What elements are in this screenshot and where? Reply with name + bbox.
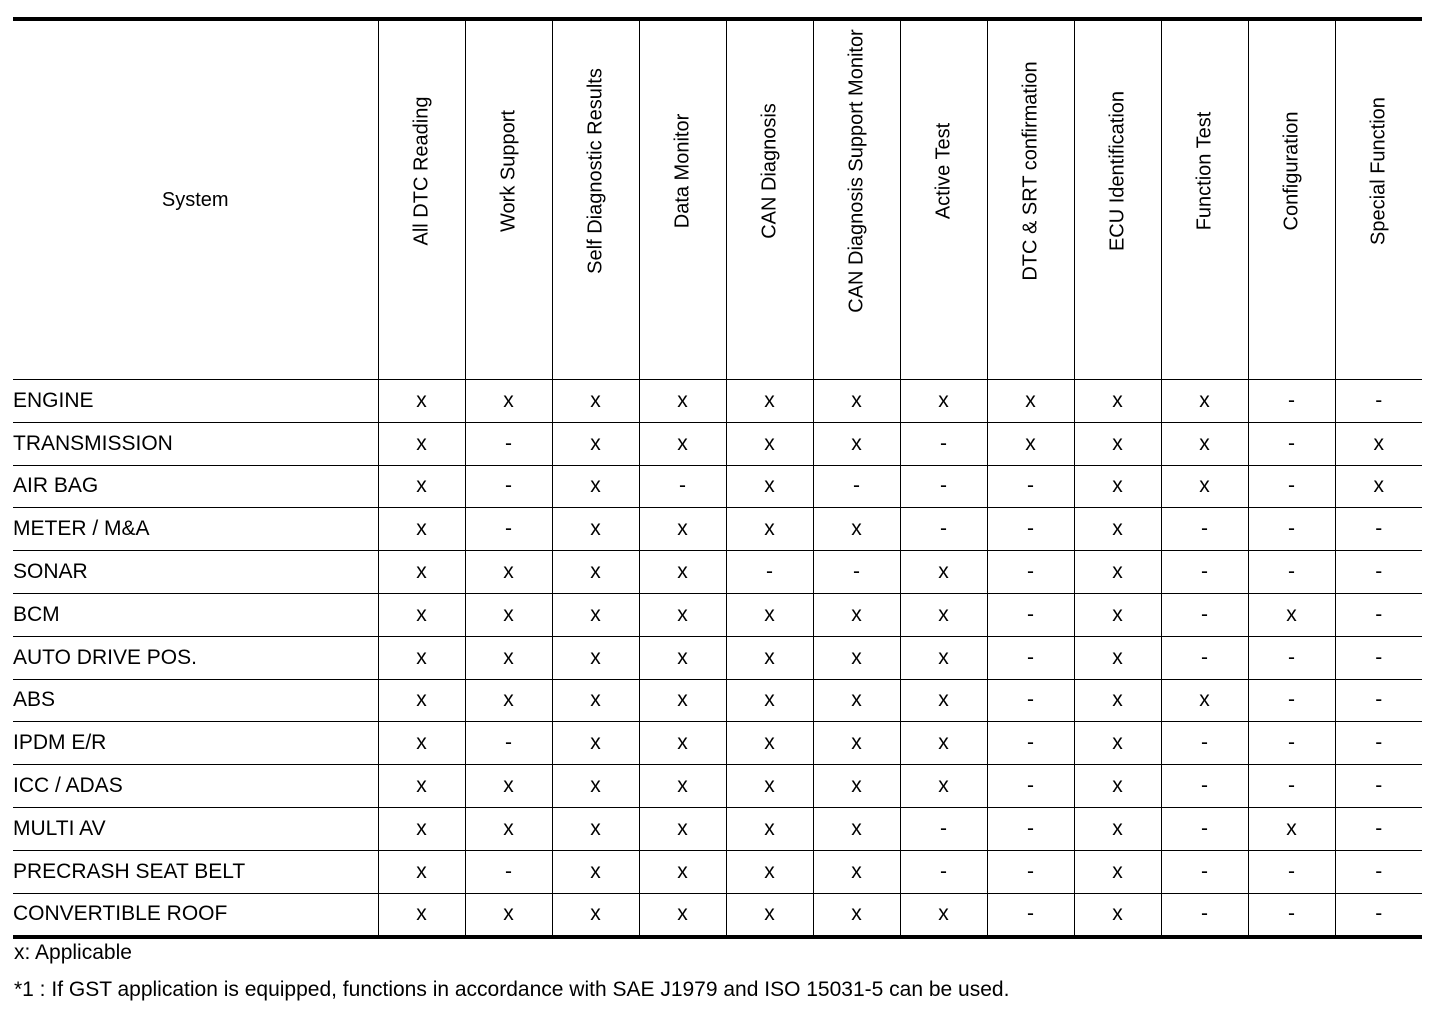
column-header-label: Work Support — [497, 110, 519, 232]
applicability-cell: x — [813, 765, 900, 808]
applicability-cell: x — [1074, 679, 1161, 722]
table-body — [13, 380, 1422, 938]
applicability-cell: - — [1335, 508, 1422, 551]
applicability-cell: x — [378, 465, 465, 508]
applicability-cell: x — [900, 551, 987, 594]
system-name-cell: BCM — [13, 593, 378, 636]
column-header — [639, 19, 726, 380]
applicability-cell: x — [900, 593, 987, 636]
applicability-cell: - — [987, 465, 1074, 508]
applicability-cell: x — [726, 636, 813, 679]
column-header — [1074, 19, 1161, 380]
applicability-cell: x — [726, 765, 813, 808]
applicability-cell: - — [987, 850, 1074, 893]
applicability-cell: x — [378, 765, 465, 808]
column-header — [987, 19, 1074, 380]
applicability-cell: - — [465, 422, 552, 465]
applicability-cell: x — [378, 807, 465, 850]
applicability-cell: x — [1074, 593, 1161, 636]
applicability-cell: x — [813, 679, 900, 722]
system-name-cell: AIR BAG — [13, 465, 378, 508]
applicability-cell: - — [1248, 722, 1335, 765]
applicability-cell: x — [813, 722, 900, 765]
function-applicability-table — [13, 17, 1422, 939]
applicability-cell: x — [378, 679, 465, 722]
column-header — [726, 19, 813, 380]
applicability-cell: x — [552, 636, 639, 679]
applicability-cell: x — [1074, 722, 1161, 765]
applicability-cell: - — [987, 636, 1074, 679]
column-header — [900, 19, 987, 380]
applicability-cell: - — [987, 893, 1074, 937]
table-row — [13, 551, 1422, 594]
table-row — [13, 893, 1422, 937]
applicability-cell: x — [900, 722, 987, 765]
applicability-cell: x — [726, 593, 813, 636]
applicability-cell: x — [1074, 850, 1161, 893]
applicability-cell: x — [552, 722, 639, 765]
column-header — [552, 19, 639, 380]
applicability-cell: x — [552, 893, 639, 937]
applicability-cell: x — [726, 380, 813, 423]
column-header — [378, 19, 465, 380]
applicability-cell: - — [1161, 508, 1248, 551]
applicability-cell: - — [1335, 807, 1422, 850]
column-header-label: Configuration — [1280, 111, 1302, 231]
applicability-cell: - — [1161, 850, 1248, 893]
column-header-label: Active Test — [932, 122, 954, 220]
column-header — [1248, 19, 1335, 380]
table-row — [13, 765, 1422, 808]
applicability-cell: x — [639, 422, 726, 465]
system-name-cell: CONVERTIBLE ROOF — [13, 893, 378, 937]
table-row — [13, 679, 1422, 722]
system-name-cell: TRANSMISSION — [13, 422, 378, 465]
applicability-cell: - — [813, 465, 900, 508]
table-row — [13, 465, 1422, 508]
column-header — [1335, 19, 1422, 380]
applicability-cell: - — [1161, 765, 1248, 808]
column-header-label: Special Function — [1367, 97, 1390, 245]
applicability-cell: x — [465, 636, 552, 679]
table-row — [13, 636, 1422, 679]
applicability-cell: - — [1335, 722, 1422, 765]
applicability-cell: - — [1248, 679, 1335, 722]
system-name-cell: AUTO DRIVE POS. — [13, 636, 378, 679]
applicability-cell: x — [552, 807, 639, 850]
column-header-label: ECU Identification — [1106, 90, 1128, 252]
applicability-cell: x — [1161, 380, 1248, 423]
applicability-cell: x — [378, 508, 465, 551]
applicability-cell: x — [552, 593, 639, 636]
applicability-cell: - — [1248, 551, 1335, 594]
applicability-cell: x — [813, 807, 900, 850]
applicability-cell: x — [465, 593, 552, 636]
applicability-cell: x — [726, 679, 813, 722]
applicability-cell: x — [813, 893, 900, 937]
applicability-cell: x — [552, 551, 639, 594]
applicability-cell: x — [639, 380, 726, 423]
applicability-cell: - — [900, 422, 987, 465]
applicability-cell: x — [1074, 465, 1161, 508]
legend-note: x: Applicable — [14, 941, 132, 964]
applicability-cell: x — [552, 380, 639, 423]
applicability-cell: x — [378, 422, 465, 465]
applicability-cell: - — [900, 508, 987, 551]
applicability-cell: - — [1161, 551, 1248, 594]
system-name-cell: PRECRASH SEAT BELT — [13, 850, 378, 893]
system-column-header: System — [13, 19, 378, 380]
applicability-cell: - — [1161, 893, 1248, 937]
table-row — [13, 380, 1422, 423]
system-name-cell: ENGINE — [13, 388, 94, 412]
system-name-cell: SONAR — [13, 551, 378, 594]
column-header — [465, 19, 552, 380]
applicability-cell: x — [813, 508, 900, 551]
applicability-cell: x — [378, 636, 465, 679]
column-header — [813, 19, 900, 380]
applicability-cell: - — [1161, 807, 1248, 850]
applicability-cell: - — [1335, 893, 1422, 937]
applicability-cell: - — [1248, 380, 1335, 423]
applicability-cell: - — [987, 765, 1074, 808]
applicability-cell: - — [987, 679, 1074, 722]
applicability-cell: x — [1074, 422, 1161, 465]
table-header-row — [13, 19, 1422, 380]
applicability-cell: - — [1248, 765, 1335, 808]
applicability-cell: x — [639, 722, 726, 765]
applicability-cell: x — [1074, 508, 1161, 551]
applicability-cell: - — [1335, 850, 1422, 893]
column-header — [1161, 19, 1248, 380]
applicability-cell: x — [465, 551, 552, 594]
applicability-cell: x — [639, 850, 726, 893]
applicability-cell: - — [465, 722, 552, 765]
applicability-cell: x — [378, 551, 465, 594]
applicability-cell: x — [465, 765, 552, 808]
applicability-cell: x — [726, 422, 813, 465]
column-header-label: Self Diagnostic Results — [584, 68, 606, 274]
applicability-cell: x — [639, 593, 726, 636]
applicability-cell: - — [1335, 636, 1422, 679]
applicability-cell: - — [1335, 593, 1422, 636]
applicability-cell: - — [465, 465, 552, 508]
applicability-cell: x — [465, 807, 552, 850]
applicability-cell: x — [1074, 893, 1161, 937]
applicability-cell: x — [378, 722, 465, 765]
applicability-cell: x — [378, 893, 465, 937]
system-name-cell: METER / M&A — [13, 508, 378, 551]
column-header-label: DTC & SRT confirmation — [1019, 61, 1041, 281]
applicability-cell: x — [726, 508, 813, 551]
applicability-cell: - — [1161, 722, 1248, 765]
applicability-cell: - — [1248, 893, 1335, 937]
column-header-label: All DTC Reading — [410, 96, 432, 246]
applicability-cell: x — [552, 508, 639, 551]
applicability-cell: - — [1161, 593, 1248, 636]
table-row — [13, 593, 1422, 636]
applicability-cell: x — [900, 893, 987, 937]
applicability-cell: x — [552, 850, 639, 893]
applicability-cell: x — [900, 679, 987, 722]
applicability-cell: x — [900, 636, 987, 679]
column-header-label: CAN Diagnosis — [758, 103, 780, 239]
applicability-cell: - — [900, 465, 987, 508]
applicability-cell: x — [1074, 807, 1161, 850]
applicability-cell: x — [552, 422, 639, 465]
applicability-cell: x — [639, 679, 726, 722]
applicability-cell: x — [552, 765, 639, 808]
footnote: *1 : If GST application is equipped, functions in accordance with SAE J1979 and ISO 15031-5 can be used. — [14, 978, 1010, 1001]
applicability-cell: x — [813, 593, 900, 636]
applicability-cell: x — [378, 593, 465, 636]
applicability-cell: x — [726, 722, 813, 765]
applicability-cell: x — [378, 380, 465, 423]
applicability-cell: - — [1335, 679, 1422, 722]
applicability-cell: x — [1161, 679, 1248, 722]
applicability-cell: x — [900, 380, 987, 423]
applicability-cell: x — [726, 807, 813, 850]
applicability-cell: x — [1335, 465, 1422, 508]
system-name-cell: ABS — [13, 679, 378, 722]
applicability-cell: x — [813, 422, 900, 465]
applicability-cell: - — [1248, 850, 1335, 893]
applicability-cell: x — [552, 679, 639, 722]
table-row — [13, 807, 1422, 850]
applicability-cell: x — [1074, 380, 1161, 423]
applicability-cell: x — [552, 465, 639, 508]
applicability-cell: x — [987, 422, 1074, 465]
applicability-cell: x — [1248, 807, 1335, 850]
applicability-cell: x — [987, 380, 1074, 423]
applicability-cell: - — [639, 465, 726, 508]
applicability-cell: - — [900, 850, 987, 893]
applicability-cell: - — [987, 807, 1074, 850]
table-row — [13, 722, 1422, 765]
applicability-cell: - — [1335, 551, 1422, 594]
applicability-cell: x — [726, 850, 813, 893]
applicability-cell: x — [726, 893, 813, 937]
applicability-cell: - — [987, 508, 1074, 551]
applicability-cell: - — [987, 722, 1074, 765]
applicability-cell: x — [639, 508, 726, 551]
table-row — [13, 422, 1422, 465]
applicability-cell: - — [1248, 636, 1335, 679]
applicability-cell: x — [639, 551, 726, 594]
table-row — [13, 850, 1422, 893]
applicability-cell: - — [1335, 380, 1422, 423]
system-name-cell: IPDM E/R — [13, 722, 378, 765]
applicability-cell: x — [1074, 765, 1161, 808]
applicability-cell: - — [987, 551, 1074, 594]
applicability-cell: - — [813, 551, 900, 594]
applicability-cell: x — [465, 679, 552, 722]
table-row — [13, 508, 1422, 551]
applicability-cell: x — [639, 636, 726, 679]
applicability-cell: x — [1335, 422, 1422, 465]
applicability-cell: x — [639, 765, 726, 808]
applicability-cell: - — [1335, 765, 1422, 808]
applicability-cell: - — [900, 807, 987, 850]
applicability-cell: - — [987, 593, 1074, 636]
column-header-label: Function Test — [1193, 111, 1215, 231]
applicability-cell: - — [465, 508, 552, 551]
applicability-cell: x — [1074, 636, 1161, 679]
applicability-cell: x — [1074, 551, 1161, 594]
applicability-cell: - — [1161, 636, 1248, 679]
applicability-cell: x — [813, 636, 900, 679]
applicability-cell: - — [726, 551, 813, 594]
applicability-cell: x — [813, 380, 900, 423]
applicability-cell: x — [1161, 465, 1248, 508]
applicability-cell: x — [813, 850, 900, 893]
column-header-label: Data Monitor — [671, 113, 693, 229]
applicability-cell: x — [378, 850, 465, 893]
applicability-cell: x — [726, 465, 813, 508]
applicability-cell: x — [639, 807, 726, 850]
applicability-cell: - — [465, 850, 552, 893]
applicability-cell: x — [639, 893, 726, 937]
system-name-cell: MULTI AV — [13, 807, 378, 850]
applicability-cell: - — [1248, 508, 1335, 551]
applicability-cell: x — [465, 893, 552, 937]
applicability-cell: x — [900, 765, 987, 808]
applicability-cell: x — [1161, 422, 1248, 465]
applicability-cell: x — [1248, 593, 1335, 636]
applicability-cell: - — [1248, 465, 1335, 508]
applicability-cell: - — [1248, 422, 1335, 465]
applicability-cell: x — [465, 380, 552, 423]
column-header-label: CAN Diagnosis Support Monitor — [845, 29, 867, 313]
system-name-cell: ICC / ADAS — [13, 765, 378, 808]
